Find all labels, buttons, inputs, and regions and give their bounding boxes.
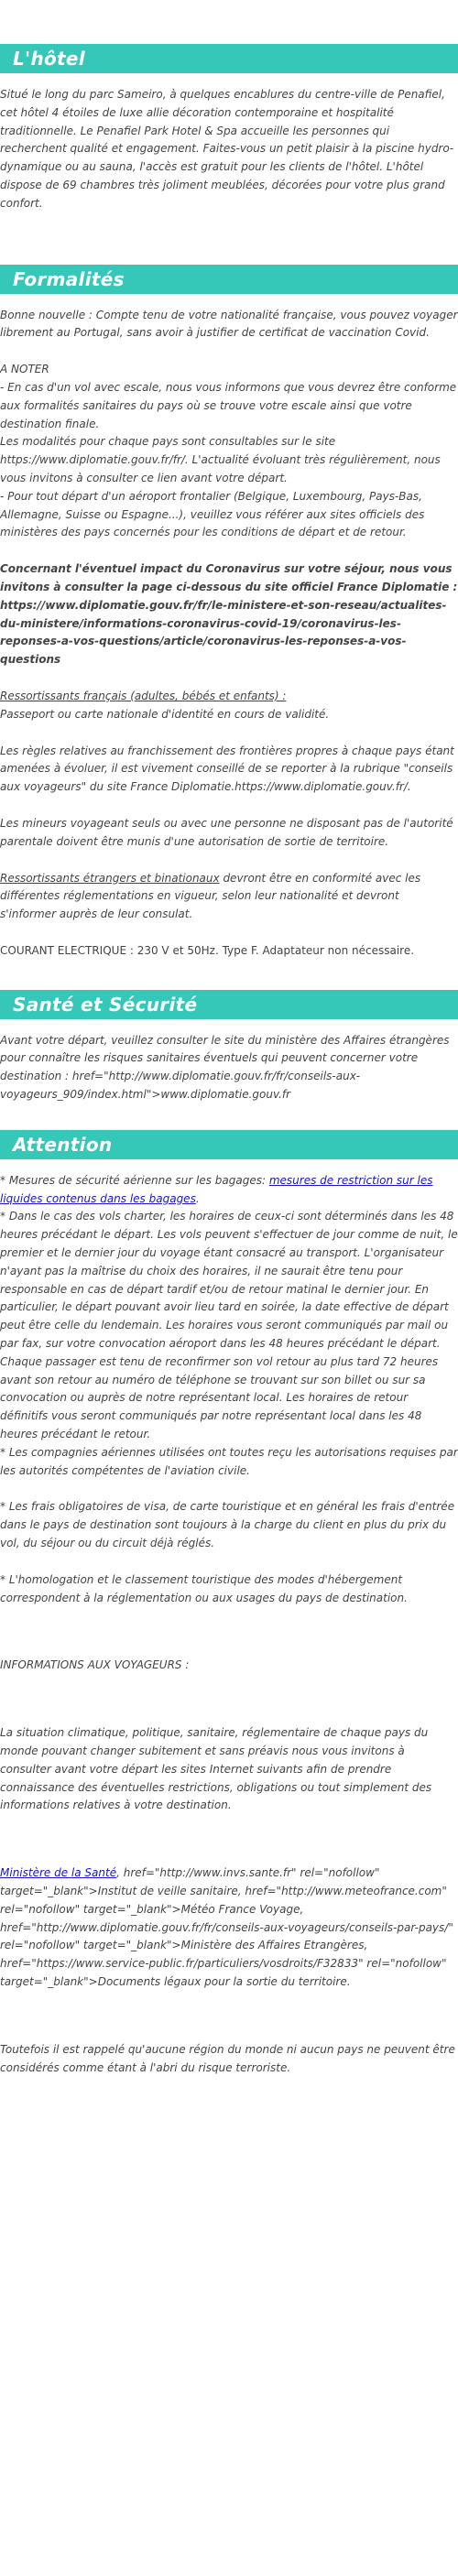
- hotel-heading: L'hôtel: [0, 44, 458, 73]
- note-escale: - En cas d'un vol avec escale, nous vous informons que vous devrez être conforme aux formalités sanitaires du pays où se trouve votre escale ainsi que votre destination finale.: [0, 380, 457, 430]
- situation-notice: La situation climatique, politique, sanitaire, réglementaire de chaque pays du monde pouvant changer subitement et sans préavis nous vous invitons à consulter avant votre départ les sites Internet suivants afin de prendre connaissance des éventuelles restrictions, obligations ou tout simplement des informations relatives à votre destination.: [0, 1726, 432, 1812]
- liquids-restriction-link[interactable]: mesures de restriction sur les liquides contenus dans les bagages: [0, 1173, 433, 1205]
- minors-notice: Les mineurs voyageant seuls ou avec une personne ne disposant pas de l'autorité parentale doivent être munis d'une autorisation de sortie de territoire.: [0, 816, 453, 848]
- charter-notice: * Dans le cas des vols charter, les horaires de ceux-ci sont déterminés dans les 48 heures précédant le départ. Les vols peuvent s'effectuer de jour comme de nuit, le premier et le dernier jour du voyage étant consacré au transport. L'organisateur n'ayant pas la maîtrise du choix des horaires, il ne saurait être tenu pour responsable en cas de départ tardif et/ou de retour matinal le dernier jour. En particulier, le départ pouvant avoir lieu tard en soirée, la date effective de départ peut être celle du lendemain. Les horaires vous seront communiqués par mail ou par fax, sur votre convocation aéroport dans les 48 heures précédant le départ. Chaque passager est tenu de reconfirmer son vol retour au plus tard 72 heures avant son retour au numéro de téléphone se trouvant sur son billet ou sur sa convocation ou auprès de notre représentant local. Les horaires de retour définitifs vous seront communiqués par notre représentant local dans les 48 heures précédant le retour.: [0, 1210, 458, 1441]
- formalites-section: [0, 265, 458, 961]
- attention-section: [0, 1130, 458, 2077]
- travellers-info-heading: INFORMATIONS AUX VOYAGEURS :: [0, 1658, 190, 1672]
- homologation-notice: * L'homologation et le classement touristique des modes d'hébergement correspondent à la réglementation ou aux usages du pays de destination.: [0, 1572, 408, 1604]
- border-rules: Les règles relatives au franchissement des frontières propres à chaque pays étant amenées à évoluer, il est vivement conseillé de se reporter à la rubrique "conseils aux voyageurs" du site France Diplomatie.https://www.diplomatie.gouv.fr/.: [0, 744, 454, 794]
- hotel-description: Situé le long du parc Sameiro, à quelques encablures du centre-ville de Penafiel, cet hôtel 4 étoiles de luxe allie décoration contemporaine et hospitalité traditionnelle. Le Penafiel Park Hotel & Spa accueille les personnes qui recherchent qualité et engagement. Faites-vous un petit plaisir à la piscine hydro-dynamique ou au sauna, l'accès est gratuit pour les clients de l'hôtel. L'hôtel dispose de 69 chambres très joliment meublées, décorées pour votre plus grand confort.: [0, 88, 454, 210]
- formalites-intro: Bonne nouvelle : Compte tenu de votre nationalité française, vous pouvez voyager librement au Portugal, sans avoir à justifier de certificat de vaccination Covid.: [0, 308, 458, 340]
- sante-body: Avant votre départ, veuillez consulter le site du ministère des Affaires étrangères pour connaître les risques sanitaires éventuels qui peuvent concerner votre destination : href="http://www.diplomatie.gouv.fr/fr/conseils-aux-voyageurs_909/index.html">www.diplomatie.gouv.fr: [0, 1033, 450, 1102]
- foreign-nationals-heading: Ressortissants étrangers et binationaux: [0, 871, 220, 885]
- sante-heading: Santé et Sécurité: [0, 990, 458, 1019]
- french-nationals-heading: Ressortissants français (adultes, bébés et enfants) :: [0, 689, 287, 702]
- note-frontalier: - Pour tout départ d'un aéroport frontalier (Belgique, Luxembourg, Pays-Bas, Allemagne, Suisse ou Espagne...), veuillez vous référer aux sites officiels des ministères des pays concernés pour les conditions de départ et de retour.: [0, 489, 425, 539]
- airlines-notice: * Les compagnies aériennes utilisées ont toutes reçu les autorisations requises par les autorités compétentes de l'aviation civile.: [0, 1445, 458, 1477]
- security-suffix: .: [195, 1191, 200, 1205]
- electric-info: COURANT ELECTRIQUE : 230 V et 50Hz. Type F. Adaptateur non nécessaire.: [0, 943, 415, 957]
- fees-notice: * Les frais obligatoires de visa, de carte touristique et en général les frais d'entrée dans le pays de destination sont toujours à la charge du client en plus du prix du vol, du séjour ou du circuit déjà réglés.: [0, 1500, 455, 1550]
- hotel-section: [0, 44, 458, 213]
- covid-notice: Concernant l'éventuel impact du Coronavirus sur votre séjour, nous vous invitons à consulter la page ci-dessous du site officiel France Diplomatie : https://www.diplomatie.gouv.fr/fr/le-ministere-et-son-reseau/actualites-du-ministere/informations-coronavirus-covid-19/coronavirus-les-reponses-a-vos-questions/article/coronavirus-les-reponses-a-vos-questions: [0, 562, 458, 667]
- a-noter-label: A NOTER: [0, 363, 49, 376]
- attention-heading: Attention: [0, 1130, 458, 1159]
- useful-links-rest: , href="http://www.invs.sante.fr" rel="nofollow" target="_blank">Institut de veille sanitaire, href="http://www.meteofrance.com" rel="nofollow" target="_blank">Météo France Voyage, href="http://www.diplomatie.gouv.fr/fr/conseils-aux-voyageurs/conseils-par-pays/" rel="nofollow" target="_blank">Ministère des Affaires Etrangères, href="https://www.service-public.fr/particuliers/vosdroits/F32833" rel="nofollow" target="_blank">Documents légaux pour la sortie du territoire.: [0, 1866, 453, 1988]
- french-nationals-body: Passeport ou carte nationale d'identité en cours de validité.: [0, 707, 330, 721]
- ministry-health-link[interactable]: Ministère de la Santé: [0, 1866, 117, 1880]
- sante-section: [0, 990, 458, 1104]
- foreign-nationals: [0, 870, 458, 924]
- note-modalites: Les modalités pour chaque pays sont consultables sur le site https://www.diplomatie.gouv.fr/fr/. L'actualité évoluant très régulièrement, nous vous invitons à consulter ce lien avant votre départ.: [0, 435, 441, 484]
- security-prefix: * Mesures de sécurité aérienne sur les bagages:: [0, 1173, 269, 1187]
- security-notice: [0, 1172, 458, 1209]
- foreign-nationals-body: devront être en conformité avec les différentes réglementations en vigueur, selon leur nationalité et devront s'informer auprès de leur consulat.: [0, 871, 421, 921]
- useful-links: [0, 1864, 458, 1992]
- terror-notice: Toutefois il est rappelé qu'aucune région du monde ni aucun pays ne peuvent être considérés comme étant à l'abri du risque terroriste.: [0, 2042, 455, 2074]
- formalites-heading: Formalités: [0, 265, 458, 294]
